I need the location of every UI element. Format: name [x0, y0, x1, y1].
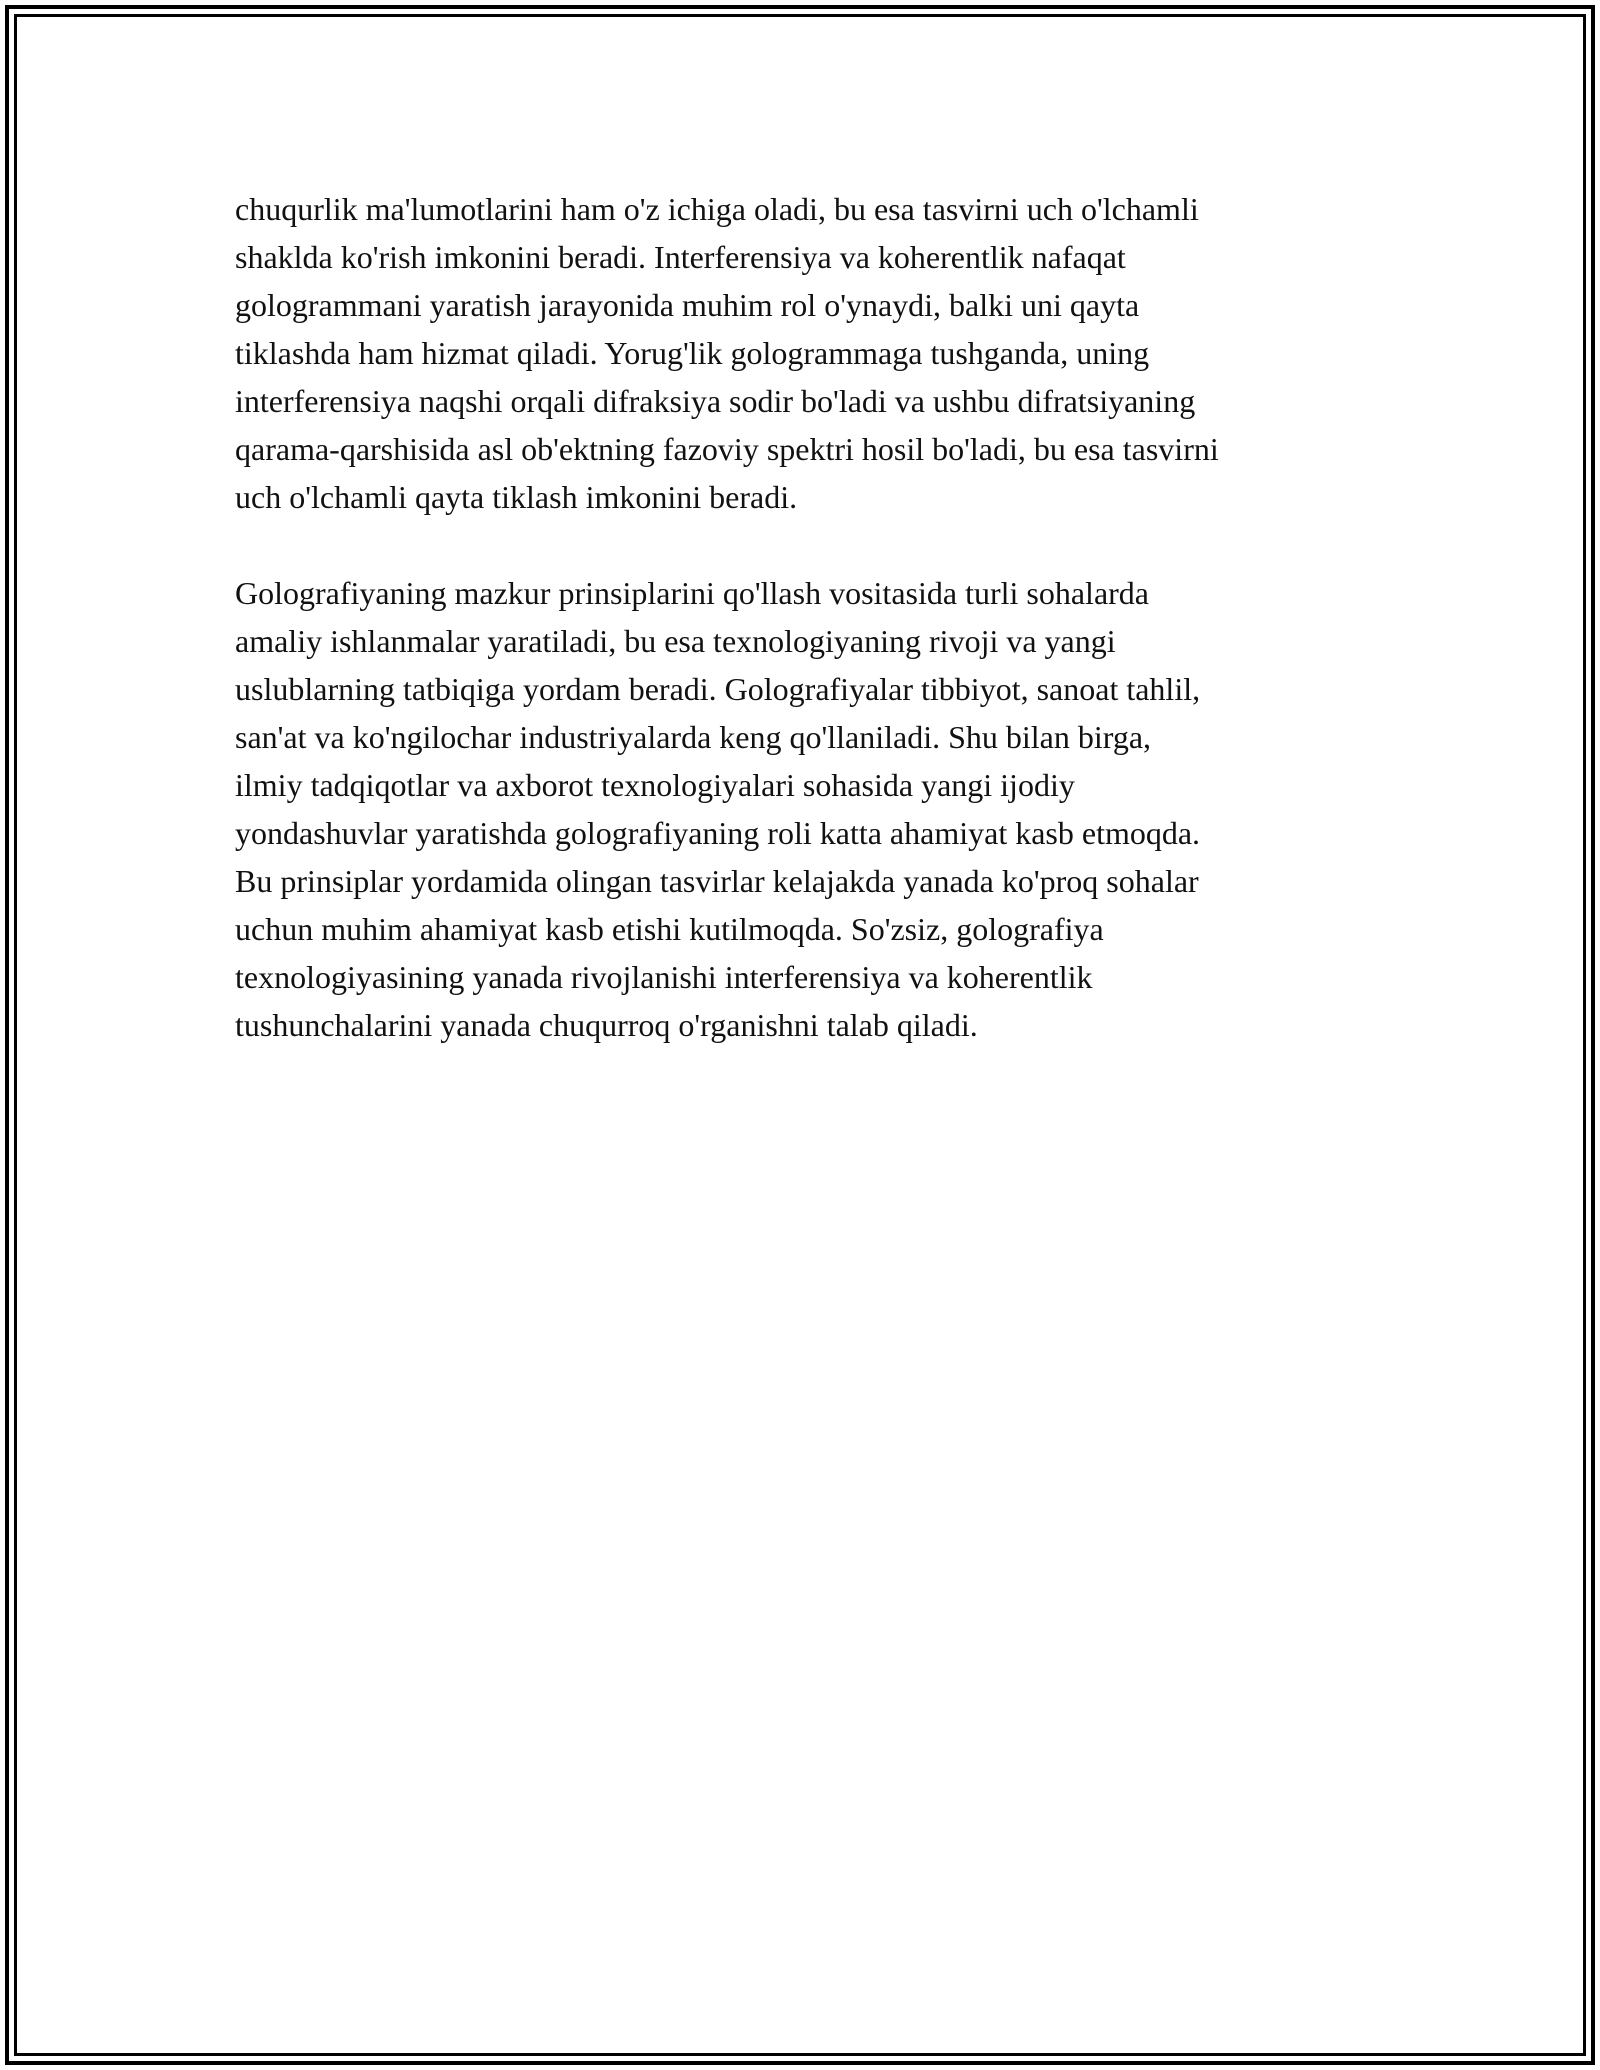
- text-line: Bu prinsiplar yordamida olingan tasvirlar kelajakda yanada ko'proq sohalar: [235, 863, 1199, 899]
- document-body: [235, 185, 1375, 1097]
- text-line: yondashuvlar yaratishda golografiyaning roli katta ahamiyat kasb etmoqda.: [235, 815, 1201, 851]
- text-line: ilmiy tadqiqotlar va axborot texnologiyalari sohasida yangi ijodiy: [235, 767, 1075, 803]
- text-line: qarama-qarshisida asl ob'ektning fazoviy spektri hosil bo'ladi, bu esa tasvirni: [235, 431, 1219, 467]
- paragraph-2: [235, 569, 1375, 1049]
- text-line: tushunchalarini yanada chuqurroq o'rganishni talab qiladi.: [235, 1007, 978, 1043]
- text-line: uch o'lchamli qayta tiklash imkonini beradi.: [235, 479, 798, 515]
- text-line: texnologiyasining yanada rivojlanishi interferensiya va koherentlik: [235, 959, 1093, 995]
- text-line: san'at va ko'ngilochar industriyalarda keng qo'llaniladi. Shu bilan birga,: [235, 719, 1152, 755]
- paragraph-1: [235, 185, 1375, 521]
- text-line: tiklashda ham hizmat qiladi. Yorug'lik gologrammaga tushganda, uning: [235, 335, 1150, 371]
- text-line: uslublarning tatbiqiga yordam beradi. Golografiyalar tibbiyot, sanoat tahlil,: [235, 671, 1201, 707]
- text-line: chuqurlik ma'lumotlarini ham o'z ichiga oladi, bu esa tasvirni uch o'lchamli: [235, 191, 1199, 227]
- text-line: shaklda ko'rish imkonini beradi. Interferensiya va koherentlik nafaqat: [235, 239, 1126, 275]
- text-line: gologrammani yaratish jarayonida muhim rol o'ynaydi, balki uni qayta: [235, 287, 1140, 323]
- text-line: amaliy ishlanmalar yaratiladi, bu esa texnologiyaning rivoji va yangi: [235, 623, 1116, 659]
- text-line: interferensiya naqshi orqali difraksiya sodir bo'ladi va ushbu difratsiyaning: [235, 383, 1196, 419]
- text-line: uchun muhim ahamiyat kasb etishi kutilmoqda. So'zsiz, golografiya: [235, 911, 1104, 947]
- text-line: Golografiyaning mazkur prinsiplarini qo'llash vositasida turli sohalarda: [235, 575, 1149, 611]
